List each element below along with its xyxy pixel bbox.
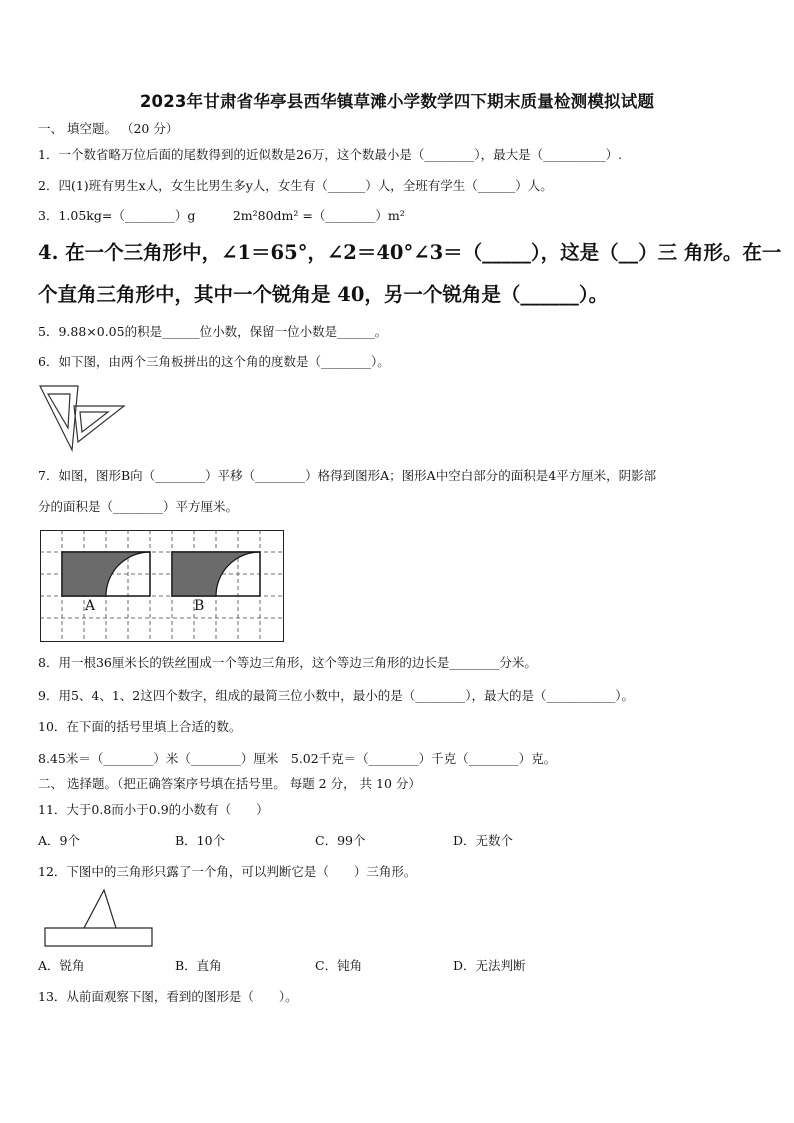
section-2-heading: 二、 选择题。（把正确答案序号填在括号里。 每题 2 分， 共 10 分）: [38, 776, 421, 791]
q11-option-c: C．99个: [315, 833, 366, 848]
label-b: B: [194, 598, 205, 614]
question-4-line-2: 个直角三角形中，其中一个锐角是 40，另一个锐角是（______）。: [38, 283, 609, 306]
question-12: 12．下图中的三角形只露了一个角，可以判断它是（ ）三角形。: [38, 864, 417, 879]
grid-figure: [40, 530, 285, 643]
question-10: 10．在下面的括号里填上合适的数。: [38, 719, 242, 734]
page-title: 2023年甘肃省华亭县西华镇草滩小学数学四下期末质量检测模拟试题: [139, 92, 655, 111]
cover-rectangle: [45, 928, 152, 946]
shape-a: [62, 552, 150, 596]
label-a: A: [85, 598, 96, 614]
question-10-blanks: 8.45米＝（________）米（________）厘米 5.02千克＝（________）千克（________）克。: [38, 751, 557, 766]
set-squares-figure: [38, 384, 128, 454]
question-6: 6．如下图，由两个三角板拼出的这个角的度数是（________）。: [38, 354, 390, 369]
q11-option-b: B．10个: [175, 833, 226, 848]
question-2: 2．四(1)班有男生x人，女生比男生多y人，女生有（______）人，全班有学生（______）人。: [38, 178, 553, 193]
section-1-heading: 一、 填空题。 （20 分）: [38, 121, 179, 136]
question-3: 3．1.05kg=（________）g 2m²80dm² =（________）m²: [38, 208, 405, 223]
question-9: 9．用5、4、1、2这四个数字，组成的最简三位小数中，最小的是（________），最大的是（___________）。: [38, 688, 635, 703]
question-7-line-2: 分的面积是（________）平方厘米。: [38, 499, 239, 514]
q11-option-a: A．9个: [38, 833, 80, 848]
q12-option-d: D．无法判断: [453, 958, 526, 973]
hidden-triangle-figure: [44, 888, 156, 950]
question-5: 5．9.88×0.05的积是______位小数，保留一位小数是______。: [38, 324, 388, 339]
question-11: 11．大于0.8而小于0.9的小数有（ ）: [38, 802, 269, 817]
q11-option-d: D．无数个: [453, 833, 514, 848]
question-1: 1．一个数省略万位后面的尾数得到的近似数是26万，这个数最小是（________），最大是（__________）.: [38, 147, 623, 162]
question-4-line-1: 4. 在一个三角形中，∠1＝65°，∠2＝40°∠3＝（_____），这是（__）三 角形。在一: [38, 241, 782, 264]
q12-option-a: A．锐角: [38, 958, 85, 973]
question-8: 8．用一根36厘米长的铁丝围成一个等边三角形，这个等边三角形的边长是________分米。: [38, 655, 537, 670]
q12-option-b: B．直角: [175, 958, 222, 973]
question-13: 13．从前面观察下图，看到的图形是（ ）。: [38, 989, 298, 1004]
set-square-large: [40, 386, 78, 450]
question-7-line-1: 7．如图，图形B向（________）平移（________）格得到图形A；图形A中空白部分的面积是4平方厘米，阴影部: [38, 468, 657, 483]
triangle-corner: [84, 890, 116, 928]
q12-option-c: C．钝角: [315, 958, 363, 973]
